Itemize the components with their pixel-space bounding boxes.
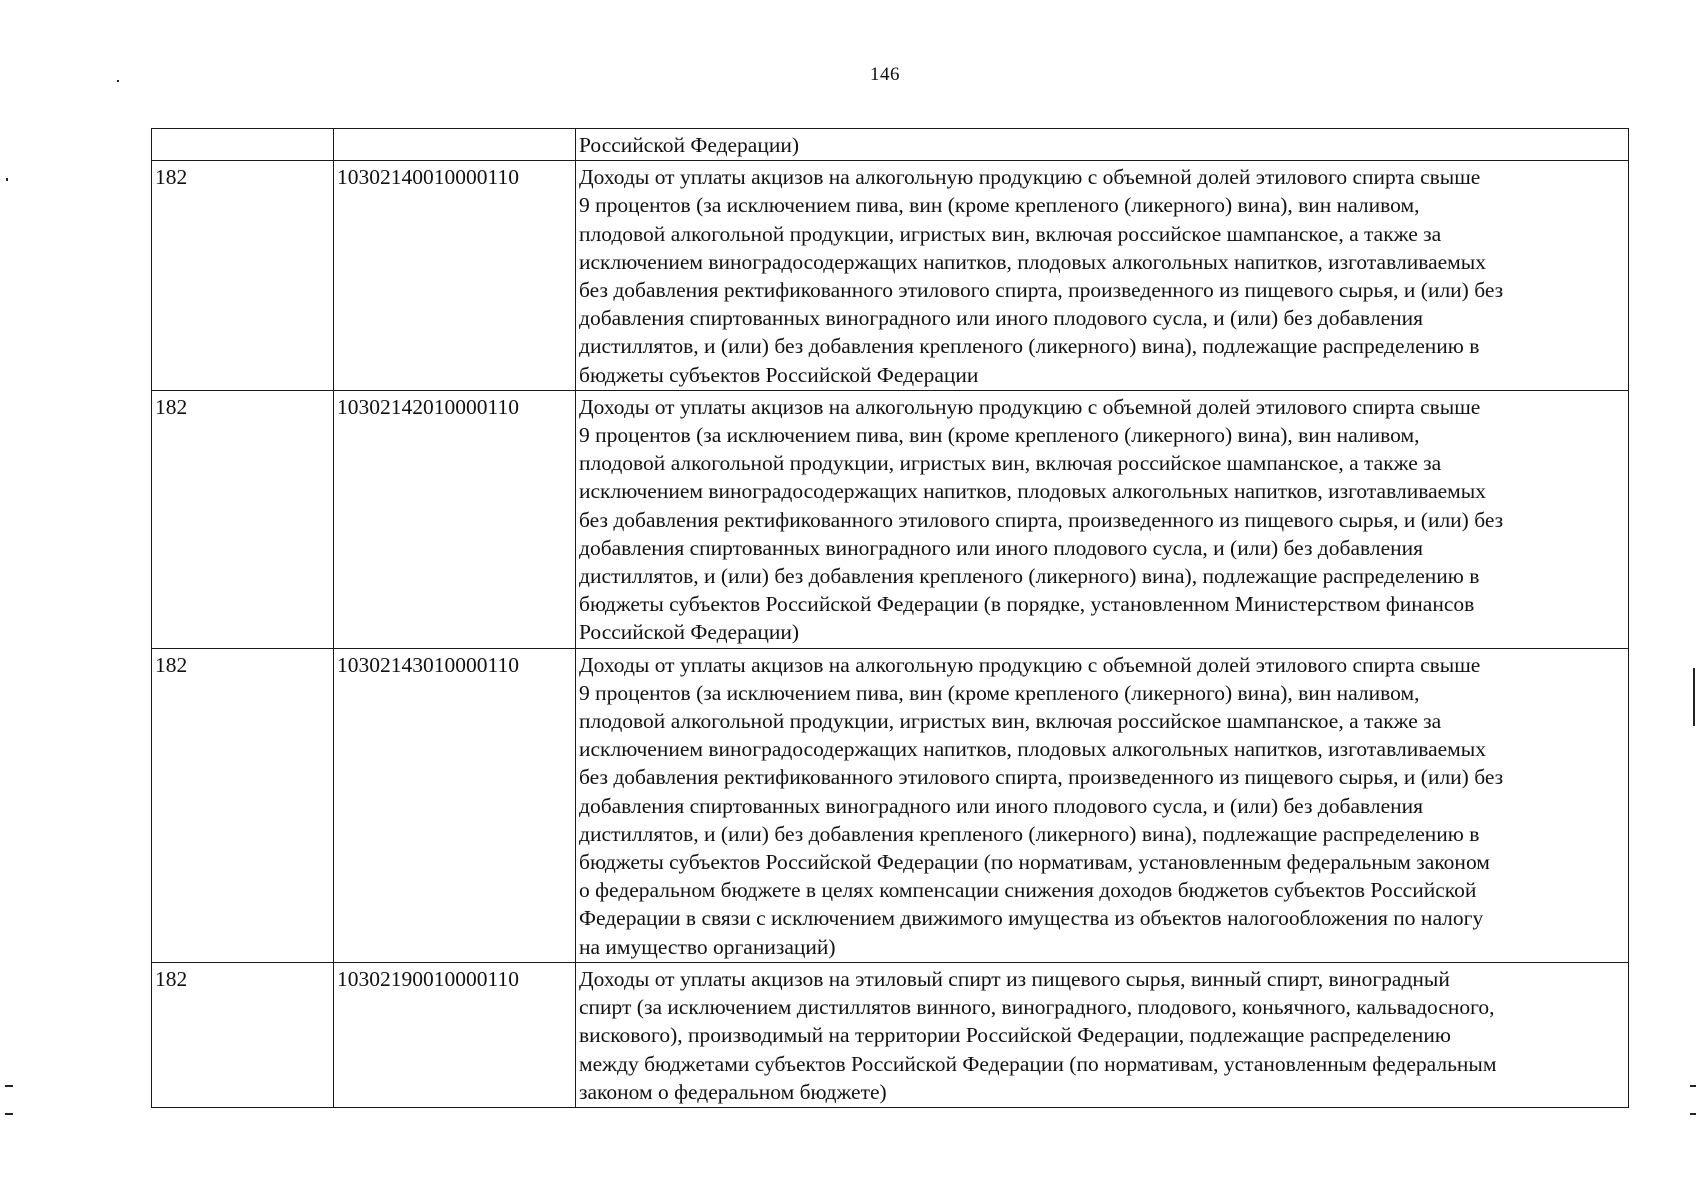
description-cell: Доходы от уплаты акцизов на этиловый спирт из пищевого сырья, винный спирт, виноградный спирт (за исключением дистиллятов винного, виноградного, плодового, коньячного, кальвадосного, вискового), производимый на территории Российской Федерации, подлежащие распределению между бюджетами субъектов Российской Федерации (по нормативам, установленным федеральным законом о федеральном бюджете): [576, 962, 1629, 1107]
description-cell: Доходы от уплаты акцизов на алкогольную продукцию с объемной долей этилового спирта свыше 9 процентов (за исключением пива, вин (кроме крепленого (ликерного) вина), вин наливом, плодовой алкогольной продукции, игристых вин, включая российское шампанское, а также за исключением виноградосодержащих напитков, плодовых алкогольных напитков, изготавливаемых без добавления ректификованного этилового спирта, произведенного из пищевого сырья, и (или) без добавления спиртованных виноградного или иного плодового сусла, и (или) без добавления дистиллятов, и (или) без добавления крепленого (ликерного) вина), подлежащие распределению в бюджеты субъектов Российской Федерации: [576, 161, 1629, 391]
scan-mark: [1690, 1085, 1696, 1087]
admin-code-cell: 182: [152, 648, 334, 962]
admin-code-cell: 182: [152, 962, 334, 1107]
table-row: [152, 161, 1629, 391]
scan-mark: [117, 80, 119, 82]
table-row: [152, 648, 1629, 962]
scan-mark: [5, 1085, 13, 1087]
kbk-code-cell: 10302143010000110: [334, 648, 576, 962]
table-row: [152, 390, 1629, 648]
admin-code-cell: 182: [152, 161, 334, 391]
page-number: 146: [870, 64, 900, 85]
kbk-code-cell: 10302190010000110: [334, 962, 576, 1107]
kbk-code-cell: 10302140010000110: [334, 161, 576, 391]
description-cell: Доходы от уплаты акцизов на алкогольную продукцию с объемной долей этилового спирта свыше 9 процентов (за исключением пива, вин (кроме крепленого (ликерного) вина), вин наливом, плодовой алкогольной продукции, игристых вин, включая российское шампанское, а также за исключением виноградосодержащих напитков, плодовых алкогольных напитков, изготавливаемых без добавления ректификованного этилового спирта, произведенного из пищевого сырья, и (или) без добавления спиртованных виноградного или иного плодового сусла, и (или) без добавления дистиллятов, и (или) без добавления крепленого (ликерного) вина), подлежащие распределению в бюджеты субъектов Российской Федерации (по нормативам, установленным федеральным законом о федеральном бюджете в целях компенсации снижения доходов бюджетов субъектов Российской Федерации в связи с исключением движимого имущества из объектов налогообложения по налогу на имущество организаций): [576, 648, 1629, 962]
revenue-classification-table: [151, 128, 1629, 1108]
table-row: [152, 129, 1629, 161]
table-row: [152, 962, 1629, 1107]
admin-code-cell: 182: [152, 390, 334, 648]
scan-mark: [1693, 668, 1695, 726]
kbk-code-cell: 10302142010000110: [334, 390, 576, 648]
scan-mark: [1690, 1113, 1696, 1115]
scan-mark: [5, 1113, 13, 1115]
scan-mark: [6, 178, 8, 181]
description-cell: Доходы от уплаты акцизов на алкогольную продукцию с объемной долей этилового спирта свыше 9 процентов (за исключением пива, вин (кроме крепленого (ликерного) вина), вин наливом, плодовой алкогольной продукции, игристых вин, включая российское шампанское, а также за исключением виноградосодержащих напитков, плодовых алкогольных напитков, изготавливаемых без добавления ректификованного этилового спирта, произведенного из пищевого сырья, и (или) без добавления спиртованных виноградного или иного плодового сусла, и (или) без добавления дистиллятов, и (или) без добавления крепленого (ликерного) вина), подлежащие распределению в бюджеты субъектов Российской Федерации (в порядке, установленном Министерством финансов Российской Федерации): [576, 390, 1629, 648]
kbk-code-cell: [334, 129, 576, 161]
admin-code-cell: [152, 129, 334, 161]
description-cell: Российской Федерации): [576, 129, 1629, 161]
